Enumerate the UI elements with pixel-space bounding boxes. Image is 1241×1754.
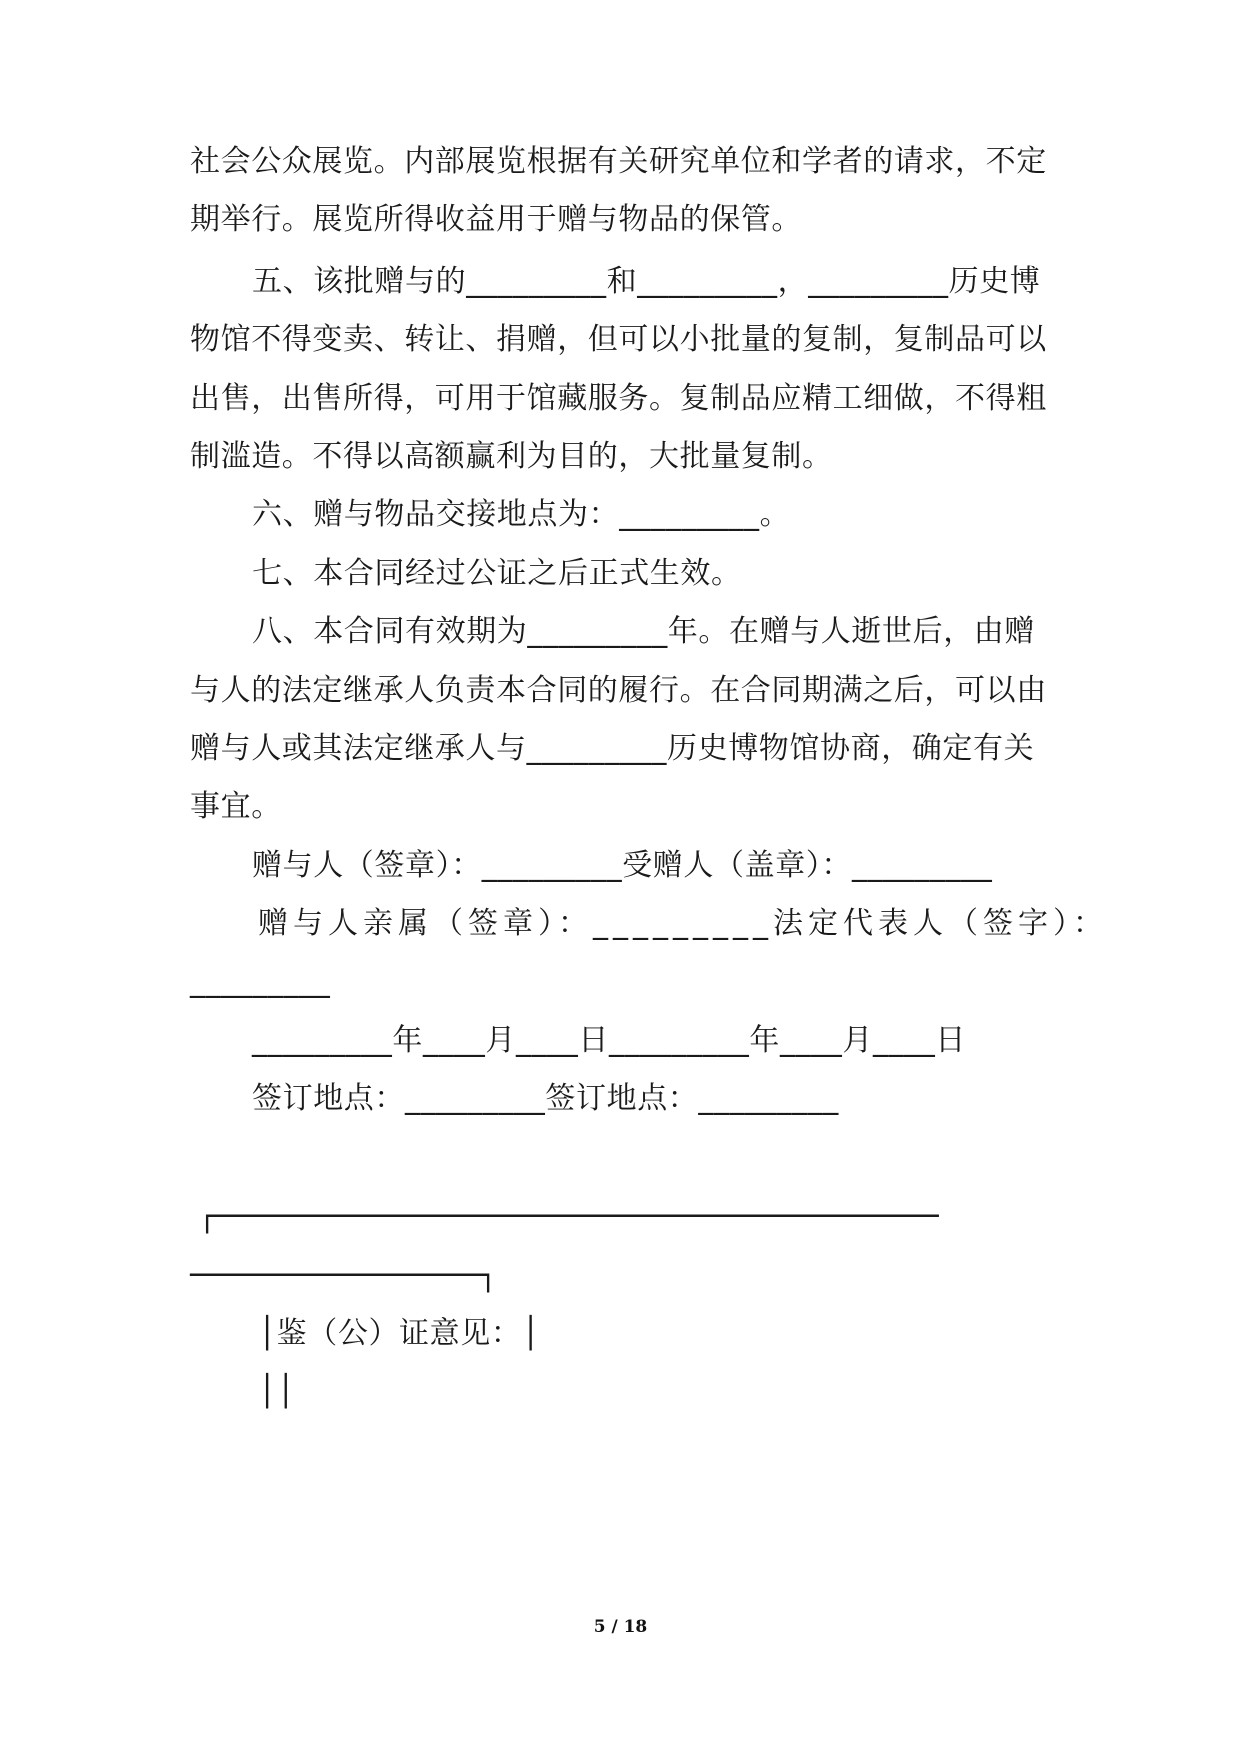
signature-dates: _________年____月____日_________年____月____日 (252, 1023, 966, 1058)
page-number: 5 / 18 (593, 1617, 648, 1637)
clause-8-line-2: 与人的法定继承人负责本合同的履行。在合同期满之后，可以由 (190, 673, 1047, 708)
clause-8-line-1: 八、本合同有效期为_________年。在赠与人逝世后，由赠 (252, 614, 1035, 649)
clause-8-line-3: 赠与人或其法定继承人与_________历史博物馆协商，确定有关 (190, 731, 1035, 766)
signature-blank: _________ (190, 964, 331, 999)
clause-5-line-3: 出售，出售所得，可用于馆藏服务。复制品应精工细做，不得粗 (190, 381, 1047, 416)
clause-6: 六、赠与物品交接地点为：_________。 (252, 497, 791, 532)
clause-5-line-4: 制滥造。不得以高额赢利为目的，大批量复制。 (190, 439, 833, 474)
clause-8-line-4: 事宜。 (190, 789, 282, 824)
text-line-1: 社会公众展览。内部展览根据有关研究单位和学者的请求，不定 (190, 144, 1047, 179)
table-border-top: ┌──────────────────────────────────────── (198, 1199, 939, 1234)
clause-5-line-2: 物馆不得变卖、转让、捐赠，但可以小批量的复制，复制品可以 (190, 322, 1047, 357)
table-border-top-continued: ────────────────┐ (190, 1258, 498, 1293)
clause-5-line-1: 五、该批赠与的_________和_________，_________历史博 (252, 264, 1041, 299)
notarization-opinion-label: │鉴（公）证意见：│ (258, 1316, 541, 1351)
signing-places: 签订地点：_________签订地点：_________ (252, 1081, 839, 1116)
text-line-2: 期举行。展览所得收益用于赠与物品的保管。 (190, 202, 802, 237)
notarization-opinion-row: ││ (258, 1374, 296, 1409)
signature-donor-recipient: 赠与人（签章）：_________受赠人（盖章）：_________ (252, 848, 993, 883)
clause-7: 七、本合同经过公证之后正式生效。 (252, 556, 742, 591)
signature-relative-representative: 赠与人亲属（签章）：_________法定代表人（签字）： (258, 906, 1108, 941)
